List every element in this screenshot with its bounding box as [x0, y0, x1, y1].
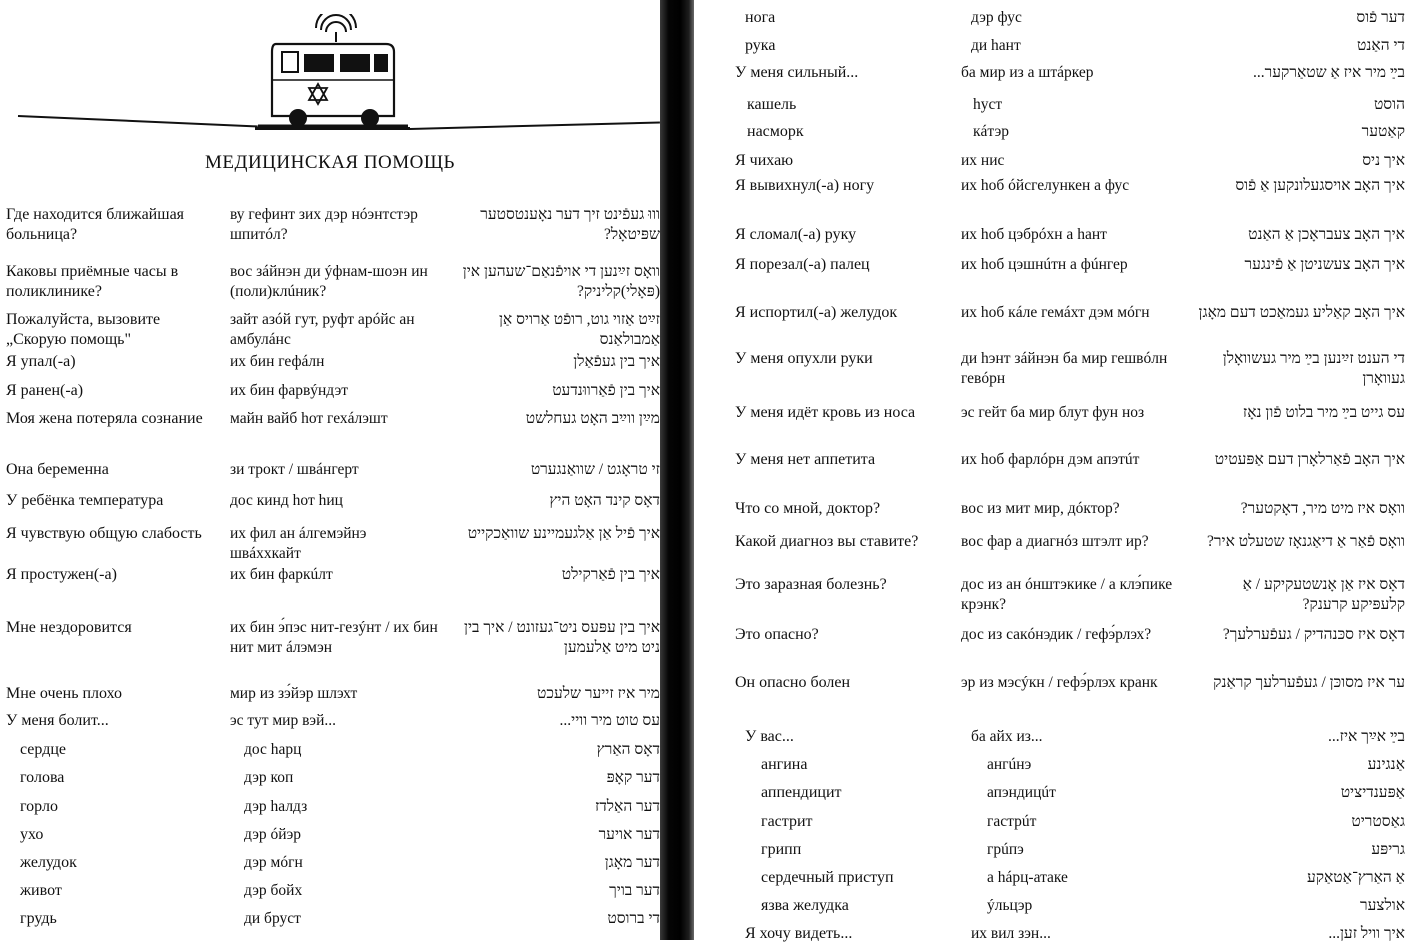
russian-phrase: Это опасно?: [735, 626, 819, 643]
yiddish-phrase: איך בין פֿאַרווּנדעט: [552, 382, 660, 399]
yiddish-phrase: די ברוסט: [607, 910, 660, 927]
yiddish-phrase: דאָס איז סכּנהדיק / געפֿערלעך?: [1222, 626, 1405, 643]
yiddish-phrase: איך האָב קאַליע געמאַכט דעם מאָגן: [1198, 304, 1405, 321]
russian-phrase: Моя жена потеряла сознание: [6, 410, 203, 427]
yiddish-phrase: דער אויער: [598, 826, 660, 843]
ambulance-icon: [258, 14, 408, 139]
transliteration: ба айх из...: [971, 728, 1043, 745]
transliteration: зайт азóй гут, руфт арóйс ан амбулáнс: [230, 311, 415, 348]
russian-phrase: рука: [745, 37, 776, 54]
russian-phrase: У меня болит...: [6, 712, 109, 729]
yiddish-phrase: איך האָב פֿאַרלאָרן דעם אַפּעטיט: [1214, 451, 1405, 468]
yiddish-phrase: איך בין פֿאַרקילט: [561, 566, 660, 583]
russian-phrase: Он опасно болен: [735, 674, 851, 691]
russian-phrase: Я ранен(-а): [6, 382, 84, 399]
russian-phrase: нога: [745, 9, 776, 26]
yiddish-phrase: איך ניס: [1362, 152, 1405, 169]
transliteration: вос из мит мир, дóктор?: [961, 500, 1120, 517]
yiddish-phrase: דער האַלדז: [595, 798, 660, 815]
transliteration: их нис: [961, 152, 1005, 169]
russian-phrase: Где находится ближайшая больница?: [6, 206, 185, 243]
transliteration: ангúнэ: [987, 756, 1032, 773]
transliteration: кáтэр: [973, 123, 1009, 140]
header-rule-left: [18, 115, 258, 127]
yiddish-phrase: דאָס קינד האָט היץ: [549, 492, 660, 509]
transliteration: ди бруст: [244, 910, 301, 927]
russian-phrase: кашель: [747, 96, 797, 113]
russian-phrase: Я хочу видеть...: [745, 925, 853, 942]
russian-phrase: ангина: [761, 756, 808, 773]
yiddish-phrase: וואָס זײַנען די אויפֿנאַם־שעהען אין (פּאָלי)קליניק?: [462, 263, 660, 300]
transliteration: дэр коп: [244, 769, 294, 786]
yiddish-phrase: בײַ מיר איז אַ שטאַרקער...: [1253, 64, 1405, 81]
russian-phrase: Она беременна: [6, 461, 109, 478]
russian-phrase: язва желудка: [761, 897, 849, 914]
right-page: [695, 0, 1415, 940]
yiddish-phrase: וואָס פֿאַר אַ דיאַגנאָז שטעלט איר?: [1207, 533, 1405, 550]
transliteration: их hоб óйсгелункен а фус: [961, 177, 1130, 194]
transliteration: дэр фус: [971, 9, 1022, 26]
transliteration: зи трокт / швáнгерт: [230, 461, 359, 478]
russian-phrase: Я упал(-а): [6, 353, 76, 370]
transliteration: ву гефинт зих дэр нóэнтстэр шпитóл?: [230, 206, 418, 243]
russian-phrase: грипп: [761, 841, 802, 858]
russian-phrase: Мне нездоровится: [6, 619, 132, 636]
transliteration: их hоб цэшнúтн а фúнгер: [961, 256, 1128, 273]
transliteration: дос из ан óнштэкике / а клэ́пике крэнк?: [961, 576, 1173, 613]
yiddish-phrase: דער פֿוס: [1356, 9, 1405, 26]
russian-phrase: голова: [20, 769, 65, 786]
yiddish-phrase: וואָס איז מיט מיר, דאָקטער?: [1240, 500, 1405, 517]
yiddish-phrase: דאָס האַרץ: [596, 741, 660, 758]
russian-phrase: аппендицит: [761, 784, 842, 801]
russian-phrase: живот: [20, 882, 62, 899]
russian-phrase: У вас...: [745, 728, 794, 745]
yiddish-phrase: הוסט: [1373, 96, 1405, 113]
yiddish-phrase: מיר איז זייער שלעכט: [537, 685, 660, 702]
transliteration: майн вайб hот гехáлэшт: [230, 410, 388, 427]
transliteration: эс тут мир вэй...: [230, 712, 336, 729]
russian-phrase: У меня нет аппетита: [735, 451, 876, 468]
book-spine: [660, 0, 694, 940]
transliteration: их бин э́пэс нит-гезýнт / их бин нит мит áлэмэн: [230, 619, 438, 656]
transliteration: их вил зэн...: [971, 925, 1051, 942]
yiddish-phrase: דאָס איז אַן אָנשטעקיקע / אַ קלעפּיקע קרענק?: [1242, 576, 1405, 613]
yiddish-phrase: די האַנט: [1356, 37, 1405, 54]
transliteration: ди hэнт зáйнэн ба мир гешвóлн гевóрн: [961, 350, 1168, 387]
transliteration: дос из сакóнэдик / гефэ́рлэх?: [961, 626, 1152, 643]
russian-phrase: У ребёнка температура: [6, 492, 164, 509]
transliteration: грúпэ: [987, 841, 1024, 858]
russian-phrase: горло: [20, 798, 58, 815]
transliteration: их hоб кáле гемáхт дэм мóгн: [961, 304, 1150, 321]
transliteration: эр из мэсýкн / гефэ́рлэх кранк: [961, 674, 1158, 691]
russian-phrase: Я вывихнул(-а) ногу: [735, 177, 875, 194]
yiddish-phrase: מײַן ווײַב האָט געחלשט: [525, 410, 660, 427]
yiddish-phrase: זײַט אַזוי גוט, רופֿט אַרויס אַן אַמבולאַנס: [498, 311, 660, 348]
yiddish-phrase: דער קאָפּ: [606, 769, 660, 786]
yiddish-phrase: אַפּענדיציט: [1340, 784, 1405, 801]
yiddish-phrase: וווּ געפֿינט זיך דער נאָענטסטער שפּיטאָל?: [480, 206, 660, 243]
transliteration: hуст: [973, 96, 1003, 113]
left-page: [0, 0, 670, 940]
russian-phrase: гастрит: [761, 813, 813, 830]
yiddish-phrase: איך וויל זען...: [1328, 925, 1405, 942]
yiddish-phrase: דער בויך: [609, 882, 660, 899]
yiddish-phrase: דער מאָגן: [604, 854, 660, 871]
transliteration: ýльцэр: [987, 897, 1033, 914]
russian-phrase: желудок: [20, 854, 77, 871]
russian-phrase: Я чувствую общую слабость: [6, 525, 202, 542]
russian-phrase: Это заразная болезнь?: [735, 576, 887, 593]
russian-phrase: Пожалуйста, вызовите „Скорую помощь": [6, 311, 161, 348]
yiddish-phrase: אַנגינע: [1367, 756, 1405, 773]
transliteration: их бин гефáлн: [230, 353, 325, 370]
yiddish-phrase: איך בין עפּעס ניט־געזונט / איך בין ניט מיט אַלעמען: [464, 619, 660, 656]
russian-phrase: У меня сильный...: [735, 64, 859, 81]
transliteration: апэндицúт: [987, 784, 1056, 801]
transliteration: их бин фарвýндэт: [230, 382, 349, 399]
yiddish-phrase: גאַסטריט: [1351, 813, 1405, 830]
yiddish-phrase: די הענט זײַנען בײַ מיר געשוואָלן געוואָרן: [1222, 350, 1405, 387]
transliteration: вос фар а диагнóз штэлт ир?: [961, 533, 1149, 550]
russian-phrase: насморк: [747, 123, 804, 140]
russian-phrase: Я сломал(-а) руку: [735, 226, 857, 243]
transliteration: их hоб фарлóрн дэм апэтúт: [961, 451, 1140, 468]
russian-phrase: Что со мной, доктор?: [735, 500, 881, 517]
chapter-title: МЕДИЦИНСКАЯ ПОМОЩЬ: [205, 152, 455, 173]
yiddish-phrase: איך האָב צעבראָכן אַ האַנט: [1248, 226, 1405, 243]
header-rule-under-van: [255, 127, 410, 130]
yiddish-phrase: זי טראָגט / שוואַנגערט: [530, 461, 660, 478]
transliteration: мир из зэ́йэр шлэхт: [230, 685, 358, 702]
russian-phrase: Какой диагноз вы ставите?: [735, 533, 919, 550]
yiddish-phrase: אַ האַרץ־אַטאַקע: [1306, 869, 1405, 886]
header-rule-right: [410, 121, 660, 130]
yiddish-phrase: איך בין געפֿאַלן: [573, 353, 660, 370]
transliteration: их hоб цэбрóхн а hант: [961, 226, 1107, 243]
yiddish-phrase: גריפּע: [1371, 841, 1405, 858]
russian-phrase: Я испортил(-а) желудок: [735, 304, 898, 321]
russian-phrase: Я чихаю: [735, 152, 794, 169]
yiddish-phrase: עס גייט בײַ מיר בלוט פֿון נאָז: [1242, 404, 1405, 421]
transliteration: их бин фаркúлт: [230, 566, 333, 583]
yiddish-phrase: ער איז מסוכּן / געפֿערלעך קראַנק: [1213, 674, 1405, 691]
russian-phrase: сердце: [20, 741, 66, 758]
russian-phrase: сердечный приступ: [761, 869, 894, 886]
transliteration: дэр hалдз: [244, 798, 308, 815]
russian-phrase: Каковы приёмные часы в поликлинике?: [6, 263, 179, 300]
transliteration: вос зáйнэн ди ýфнам-шоэн ин (поли)клúник?: [230, 263, 428, 300]
transliteration: дэр мóгн: [244, 854, 303, 871]
yiddish-phrase: עס טוט מיר וויי...: [559, 712, 660, 729]
yiddish-phrase: אולצער: [1359, 897, 1405, 914]
russian-phrase: У меня идёт кровь из носа: [735, 404, 916, 421]
yiddish-phrase: איך פֿיל אַן אַלגעמיינע שוואַכקייט: [467, 525, 660, 542]
transliteration: эс гейт ба мир блут фун ноз: [961, 404, 1145, 421]
russian-phrase: грудь: [20, 910, 57, 927]
transliteration: дос hарц: [244, 741, 302, 758]
russian-phrase: Я порезал(-а) палец: [735, 256, 870, 273]
star-of-david-icon: [306, 82, 330, 106]
yiddish-phrase: קאַטער: [1361, 123, 1405, 140]
russian-phrase: Я простужен(-а): [6, 566, 117, 583]
transliteration: ба мир из а штáркер: [961, 64, 1094, 81]
transliteration: гастрúт: [987, 813, 1037, 830]
russian-phrase: У меня опухли руки: [735, 350, 873, 367]
transliteration: дэр óйэр: [244, 826, 301, 843]
transliteration: дос кинд hот hиц: [230, 492, 343, 509]
transliteration: их фил ан áлгемэйнэ швáххкайт: [230, 525, 367, 562]
yiddish-phrase: איך האָב אויסגעלונקען אַ פֿוס: [1235, 177, 1405, 194]
transliteration: дэр бойх: [244, 882, 303, 899]
transliteration: а háрц-атаке: [987, 869, 1068, 886]
russian-phrase: ухо: [20, 826, 44, 843]
yiddish-phrase: בײַ אײַך איז...: [1328, 728, 1405, 745]
russian-phrase: Мне очень плохо: [6, 685, 123, 702]
yiddish-phrase: איך האָב צעשניטן אַ פֿינגער: [1244, 256, 1405, 273]
transliteration: ди hант: [971, 37, 1021, 54]
